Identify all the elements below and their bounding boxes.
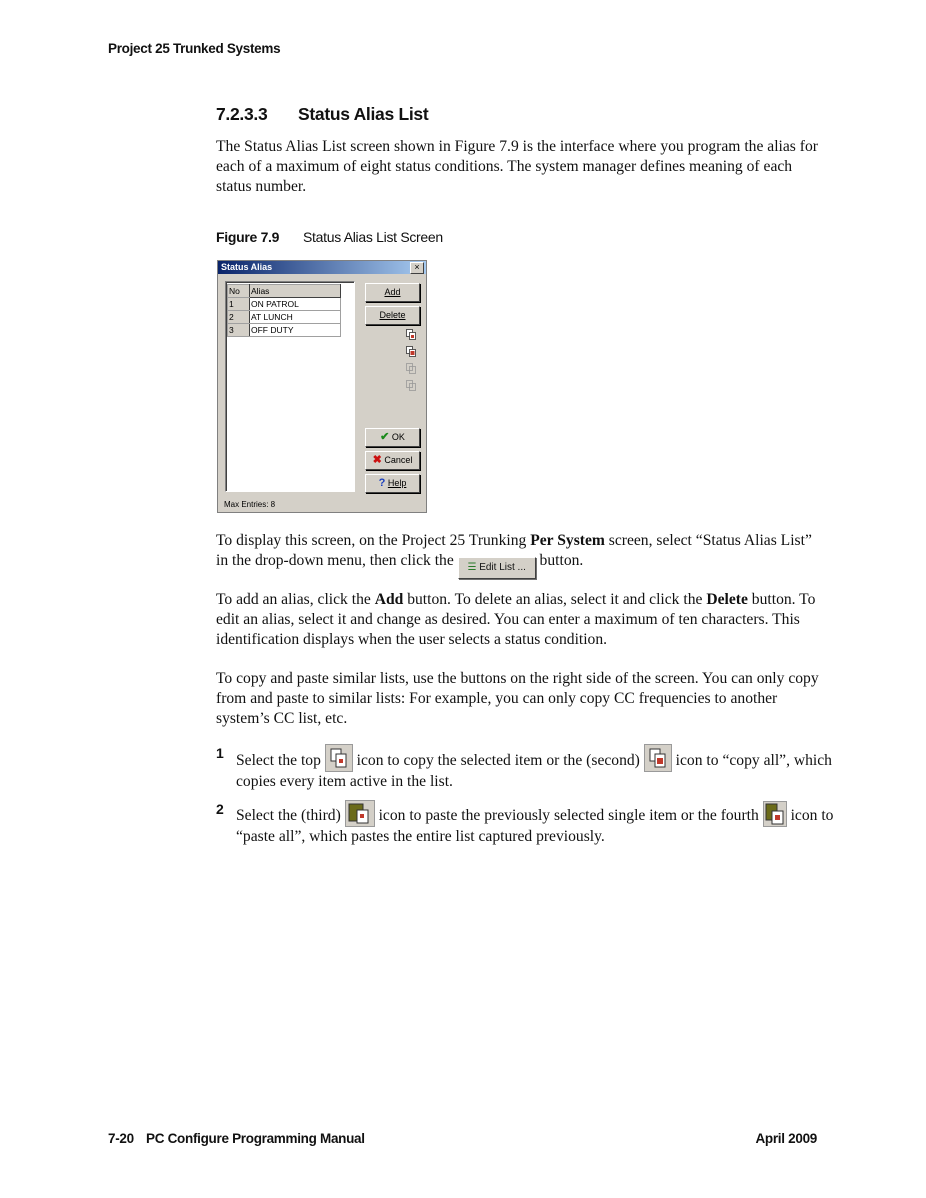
footer-date: April 2009 <box>755 1131 817 1146</box>
row-alias[interactable]: AT LUNCH <box>250 311 341 324</box>
max-entries-label: Max Entries: 8 <box>224 500 276 509</box>
copy-all-icon[interactable] <box>406 346 416 357</box>
paste-icon[interactable] <box>406 363 416 374</box>
paste-all-icon <box>763 801 787 827</box>
question-icon: ? <box>378 477 386 489</box>
intro-paragraph: The Status Alias List screen shown in Figure 7.9 is the interface where you program the alias for each of a maximum of eight status conditions. The system manager defines meaning of each status number. <box>216 138 818 195</box>
alias-list[interactable] <box>225 281 355 492</box>
cancel-button[interactable]: ✖ Cancel <box>365 451 420 470</box>
checkmark-icon: ✔ <box>380 431 390 443</box>
step-text: Select the top icon to copy the selected item or the (second) icon to “copy all”, which copies every item active in the list. <box>236 744 836 792</box>
alias-table <box>227 284 341 337</box>
copy-icon <box>325 744 353 772</box>
display-paragraph: To display this screen, on the Project 25 Trunking Per System screen, select “Status Alias List” in the drop-down menu, then click the ☰ Edit List ... button. <box>216 531 826 579</box>
manual-title: PC Configure Programming Manual <box>146 1131 365 1146</box>
help-button[interactable]: ? Help <box>365 474 420 493</box>
figure-title: Status Alias List Screen <box>303 229 443 245</box>
list-icon: ☰ <box>467 561 477 573</box>
row-number: 3 <box>228 324 250 337</box>
copy-all-icon <box>644 744 672 772</box>
dialog-titlebar <box>218 261 426 274</box>
table-row[interactable] <box>228 298 341 311</box>
table-row[interactable] <box>228 324 341 337</box>
section-heading <box>216 104 428 125</box>
section-number: 7.2.3.3 <box>216 104 268 124</box>
row-alias[interactable]: OFF DUTY <box>250 324 341 337</box>
edit-list-button: ☰ Edit List ... <box>458 557 536 579</box>
step-text: Select the (third) icon to paste the previously selected single item or the fourth icon to “paste all”, which pastes the entire list captured previously. <box>236 800 836 847</box>
delete-button[interactable]: Delete <box>365 306 420 325</box>
status-alias-dialog <box>217 260 427 513</box>
figure-number: Figure 7.9 <box>216 229 280 245</box>
table-header-row <box>228 285 341 298</box>
table-row[interactable] <box>228 311 341 324</box>
step-number: 1 <box>216 745 224 761</box>
row-alias[interactable]: ON PATROL <box>250 298 341 311</box>
add-delete-paragraph: To add an alias, click the Add button. To delete an alias, select it and click the Delete button. To edit an alias, select it and change as desired. You can enter a maximum of ten characters. This identification displays when the user selects a status condition. <box>216 591 816 648</box>
column-header-alias[interactable]: Alias <box>250 285 341 298</box>
cross-icon: ✖ <box>372 454 382 466</box>
add-button[interactable]: Add <box>365 283 420 302</box>
footer-left <box>108 1131 365 1146</box>
column-header-no[interactable]: No <box>228 285 250 298</box>
copy-paste-paragraph: To copy and paste similar lists, use the buttons on the right side of the screen. You can only copy from and paste to similar lists: For example, you can only copy CC frequencies to another system’s CC list, etc. <box>216 670 819 727</box>
page-number: 7-20 <box>108 1131 134 1146</box>
ok-button[interactable]: ✔ OK <box>365 428 420 447</box>
running-header: Project 25 Trunked Systems <box>108 41 281 56</box>
paste-all-icon[interactable] <box>406 380 416 391</box>
close-button[interactable]: × <box>410 262 424 274</box>
copy-icon[interactable] <box>406 329 416 340</box>
section-title: Status Alias List <box>298 104 429 124</box>
row-number: 1 <box>228 298 250 311</box>
figure-caption <box>216 229 443 245</box>
dialog-title: Status Alias <box>221 262 273 272</box>
step-number: 2 <box>216 801 224 817</box>
row-number: 2 <box>228 311 250 324</box>
paste-icon <box>345 800 375 827</box>
